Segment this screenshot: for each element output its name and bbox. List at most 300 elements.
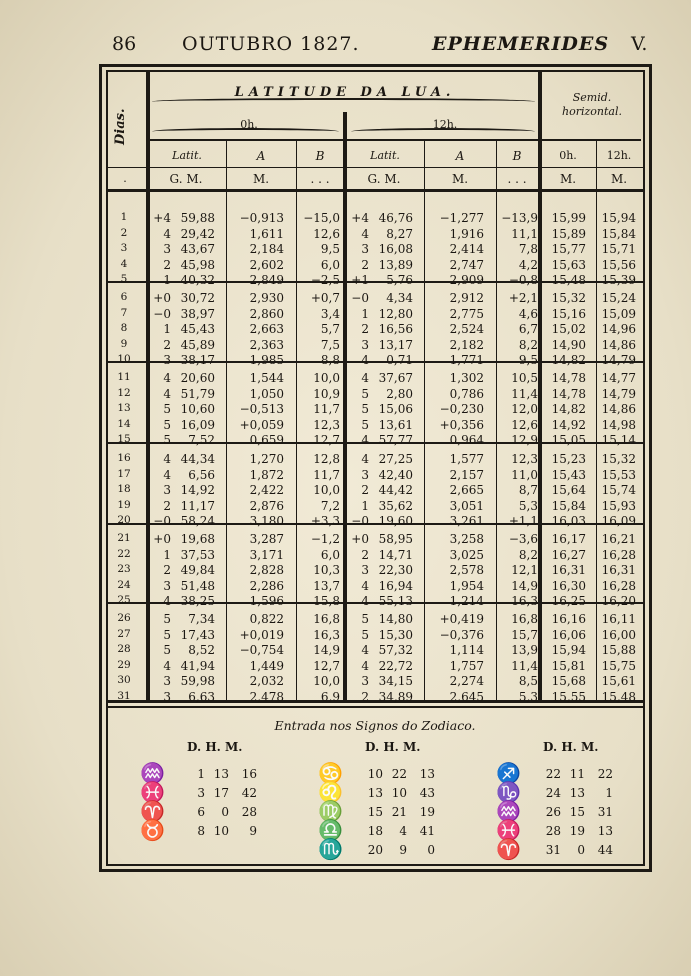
cell-semid0: 16,27 [551,547,586,562]
cell-a12: +0,356 [439,417,484,432]
cell-semid12: 14,98 [601,417,636,432]
cell-b0: 15,8 [313,594,340,609]
cell-semid12: 14,77 [601,371,636,385]
cell-a12: 2,157 [449,467,484,482]
cell-b0: 6,0 [320,257,340,272]
cell-b0: 11,7 [313,402,340,417]
cell-a0: 2,286 [249,578,284,593]
cell-day: 29 [117,658,131,671]
unit-b-12: . . . [507,172,527,186]
cell-semid0: 16,17 [551,532,586,546]
cell-a12: 1,954 [449,578,484,593]
cell-a0: 1,611 [249,226,284,241]
zodiac-minute: 22 [597,767,613,781]
zodiac-day: 3 [197,786,205,800]
cell-lat12-min: 12,80 [378,306,413,321]
cell-lat0-deg: 4 [163,594,171,609]
cell-lat0-deg: 1 [163,322,171,337]
cell-a12: 3,261 [449,514,484,529]
cell-lat0-min: 41,94 [180,658,215,673]
cell-lat12-deg: 4 [361,643,369,658]
cell-a0: 2,876 [249,498,284,513]
zodiac-sign-icon: ♉ [140,818,165,842]
cell-lat0-min: 45,43 [180,322,215,337]
cell-lat12-min: 8,27 [386,226,413,241]
cell-a12: 2,665 [449,483,484,498]
cell-day: 27 [117,627,131,640]
cell-lat0-deg: 1 [163,547,171,562]
zodiac-hour: 22 [391,767,407,781]
cell-semid12: 15,88 [601,643,636,658]
cell-semid0: 16,16 [551,612,586,626]
cell-b0: 6,9 [320,690,340,704]
col-a-0: A [256,149,266,163]
cell-lat12-deg: 3 [361,467,369,482]
zodiac-hour: 19 [569,824,585,838]
semid-label: Semid. horizontal. [562,91,622,118]
cell-b12: 4,2 [518,257,538,272]
unit-dias: . [123,172,127,185]
hour0-label: 0h. [240,118,258,131]
cell-lat12-min: 19,60 [378,514,413,529]
zodiac-hour: 13 [569,786,585,800]
cell-b12: 8,2 [518,337,538,352]
rule-zodiac-top [108,706,643,708]
cell-lat0-min: 59,98 [180,674,215,689]
cell-a0: 1,596 [249,594,284,609]
cell-b12: 9,5 [518,353,538,368]
cell-a12: −0,230 [439,402,484,417]
cell-a12: 1,114 [449,643,484,658]
cell-b0: 10,9 [313,386,340,401]
rule-sub-top [150,139,641,141]
cell-lat12-min: 57,77 [378,433,413,448]
rule-units [108,167,643,168]
cell-lat12-min: 16,08 [378,242,413,257]
cell-lat12-deg: 4 [361,433,369,448]
cell-day: 14 [117,417,131,430]
cell-lat12-min: 34,89 [378,690,413,704]
cell-semid0: 15,84 [551,498,586,513]
cell-lat0-min: 16,09 [180,417,215,432]
cell-lat12-min: 2,80 [386,386,413,401]
cell-day: 25 [117,594,131,607]
unit-gm-12: G. M. [367,172,401,186]
cell-a12: 2,645 [449,690,484,704]
zodiac-title: Entrada nos Signos do Zodiaco. [274,718,476,733]
cell-lat0-min: 51,79 [180,386,215,401]
zodiac-hour: 0 [577,843,585,857]
cell-semid0: 15,32 [551,291,586,305]
cell-lat0-deg: 3 [163,674,171,689]
zodiac-minute: 0 [427,843,435,857]
cell-lat0-deg: +4 [153,211,171,225]
cell-lat12-min: 15,30 [378,627,413,642]
cell-a12: 1,302 [449,371,484,385]
cell-lat12-deg: +0 [351,532,369,546]
col-b-0: B [315,149,325,163]
cell-lat12-min: 27,25 [378,452,413,466]
cell-semid0: 16,06 [551,627,586,642]
cell-a12: 1,771 [449,353,484,368]
cell-b0: +3,3 [310,514,340,529]
cell-b12: 8,2 [518,547,538,562]
rule-a12 [424,140,425,700]
cell-semid12: 15,24 [601,291,636,305]
cell-semid0: 14,90 [551,337,586,352]
zodiac-sign-icon: ♈ [140,799,165,823]
cell-lat12-deg: −0 [351,514,369,529]
cell-semid12: 16,20 [601,594,636,609]
cell-lat12-deg: 5 [361,612,369,626]
cell-b0: 13,7 [313,578,340,593]
unit-b-0: . . . [310,172,330,186]
cell-lat0-min: 30,72 [180,291,215,305]
cell-lat0-min: 43,67 [180,242,215,257]
cell-a0: 1,872 [249,467,284,482]
cell-day: 12 [117,386,131,399]
col-b-12: B [512,149,522,163]
zodiac-minute: 1 [605,786,613,800]
cell-lat12-min: 15,06 [378,402,413,417]
cell-semid0: 16,31 [551,563,586,578]
zodiac-minute: 43 [419,786,435,800]
cell-b12: 11,4 [511,658,538,673]
zodiac-sign-icon: ♓ [496,818,521,842]
cell-semid12: 16,11 [601,612,636,626]
cell-lat0-deg: 5 [163,433,171,448]
cell-lat12-deg: 3 [361,674,369,689]
zodiac-minute: 28 [241,805,257,819]
cell-lat12-deg: 5 [361,386,369,401]
cell-a12: −0,376 [439,627,484,642]
cell-lat12-min: 13,61 [378,417,413,432]
cell-semid0: 15,94 [551,643,586,658]
cell-day: 9 [120,337,128,350]
cell-a12: 0,786 [449,386,484,401]
cell-b0: 16,3 [313,627,340,642]
cell-b12: 8,7 [518,483,538,498]
zodiac-sign-icon: ♒ [140,761,165,785]
unit-a-12: M. [451,172,469,186]
cell-b0: −1,2 [310,532,340,546]
col-latit-12: Latit. [370,149,400,162]
cell-lat0-deg: −0 [153,306,171,321]
zodiac-minute: 41 [419,824,435,838]
cell-lat12-min: 4,34 [386,291,413,305]
cell-a0: 3,171 [249,547,284,562]
cell-b12: 11,1 [511,226,538,241]
cell-lat12-min: 0,71 [386,353,413,368]
cell-b0: 6,0 [320,547,340,562]
cell-a12: 1,577 [449,452,484,466]
cell-semid12: 15,84 [601,226,636,241]
cell-semid0: 15,05 [551,433,586,448]
cell-semid0: 15,23 [551,452,586,466]
cell-lat0-min: 44,34 [180,452,215,466]
cell-semid12: 14,79 [601,353,636,368]
cell-lat0-min: 38,17 [180,353,215,368]
cell-semid12: 15,93 [601,498,636,513]
cell-b12: 12,6 [511,417,538,432]
zodiac-hour: 10 [391,786,407,800]
cell-b0: −2,5 [310,273,340,288]
cell-lat12-min: 46,76 [378,211,413,225]
cell-lat12-deg: 3 [361,563,369,578]
cell-b12: 12,3 [511,452,538,466]
cell-semid12: 15,74 [601,483,636,498]
cell-lat12-deg: +4 [351,211,369,225]
cell-b12: 10,5 [511,371,538,385]
semid-12-label: 12h. [606,149,632,162]
cell-lat0-deg: 2 [163,563,171,578]
cell-day: 30 [117,674,131,687]
cell-lat12-min: 14,80 [378,612,413,626]
cell-lat0-deg: 4 [163,658,171,673]
cell-a0: 1,449 [249,658,284,673]
cell-lat12-deg: 3 [361,242,369,257]
cell-semid0: 15,99 [551,211,586,225]
page-title: EPHEMERIDES [432,33,610,55]
cell-lat0-deg: 2 [163,498,171,513]
rule-a0 [226,140,227,700]
cell-b0: 12,3 [313,417,340,432]
zodiac-minute: 19 [419,805,435,819]
cell-semid12: 15,56 [601,257,636,272]
cell-semid12: 16,31 [601,563,636,578]
zodiac-day: 28 [545,824,561,838]
zodiac-sign-icon: ♋ [318,761,343,785]
cell-b12: +2,1 [508,291,538,305]
unit-a-0: M. [252,172,270,186]
cell-a0: 2,478 [249,690,284,704]
cell-a12: 1,214 [449,594,484,609]
cell-semid12: 15,14 [601,433,636,448]
cell-b12: 12,0 [511,402,538,417]
cell-a12: +0,419 [439,612,484,626]
cell-day: 1 [120,211,128,223]
cell-b12: 4,6 [518,306,538,321]
cell-semid0: 15,55 [551,690,586,704]
cell-semid0: 14,82 [551,402,586,417]
hour12-label: 12h. [432,118,458,131]
cell-lat12-deg: 2 [361,483,369,498]
cell-day: 2 [120,226,128,239]
cell-b0: 10,3 [313,563,340,578]
cell-b0: 12,7 [313,433,340,448]
unit-semid-0: M. [559,172,577,186]
cell-day: 22 [117,547,131,560]
cell-semid12: 15,53 [601,467,636,482]
cell-lat0-min: 38,97 [180,306,215,321]
zodiac-day: 24 [545,786,561,800]
cell-a0: 2,032 [249,674,284,689]
zodiac-sign-icon: ♎ [318,818,343,842]
zodiac-day: 20 [367,843,383,857]
unit-gm-0: G. M. [169,172,203,186]
cell-a12: 1,916 [449,226,484,241]
cell-lat0-deg: 5 [163,643,171,658]
cell-b0: 7,2 [320,498,340,513]
cell-day: 13 [117,402,131,415]
cell-lat12-deg: 2 [361,547,369,562]
cell-a0: 2,849 [249,273,284,288]
cell-a0: 2,363 [249,337,284,352]
zodiac-hour: 0 [221,805,229,819]
cell-lat12-min: 22,30 [378,563,413,578]
cell-lat0-deg: −0 [153,514,171,529]
cell-a0: 1,270 [249,452,284,466]
cell-semid12: 15,61 [601,674,636,689]
cell-lat12-min: 58,95 [378,532,413,546]
zodiac-sign-icon: ♐ [496,761,521,785]
cell-semid0: 16,30 [551,578,586,593]
cell-lat0-deg: 2 [163,257,171,272]
cell-lat12-min: 37,67 [378,371,413,385]
zodiac-sign-icon: ♒ [496,799,521,823]
cell-a12: 2,274 [449,674,484,689]
cell-b0: 12,8 [313,452,340,466]
cell-b0: +0,7 [310,291,340,305]
cell-a12: 2,912 [449,291,484,305]
cell-lat12-min: 14,71 [378,547,413,562]
cell-semid12: 15,94 [601,211,636,225]
cell-a0: 0,659 [249,433,284,448]
cell-lat0-min: 37,53 [180,547,215,562]
cell-b12: 11,4 [511,386,538,401]
cell-lat0-deg: 3 [163,353,171,368]
col-latit-0: Latit. [172,149,202,162]
zodiac-header: D. H. M. [187,740,243,754]
cell-b12: 6,7 [518,322,538,337]
cell-lat12-min: 44,42 [378,483,413,498]
cell-lat12-deg: +1 [351,273,369,288]
cell-day: 24 [117,578,131,591]
cell-b12: 12,1 [511,563,538,578]
cell-a0: 2,930 [249,291,284,305]
cell-lat12-deg: 5 [361,417,369,432]
zodiac-day: 8 [197,824,205,838]
rule-semid-mid [596,140,597,700]
cell-day: 21 [117,532,131,544]
cell-semid12: 15,39 [601,273,636,288]
cell-day: 4 [120,257,128,270]
cell-a0: −0,754 [239,643,284,658]
cell-a0: +0,019 [239,627,284,642]
cell-a12: 3,025 [449,547,484,562]
cell-a0: +0,059 [239,417,284,432]
cell-lat0-min: 38,25 [180,594,215,609]
cell-lat0-deg: 4 [163,226,171,241]
cell-a0: 2,602 [249,257,284,272]
cell-a0: 1,050 [249,386,284,401]
cell-semid12: 15,48 [601,690,636,704]
cell-lat12-deg: 4 [361,353,369,368]
latitude-title: LATITUDE DA LUA. [234,85,456,100]
cell-lat12-deg: 4 [361,578,369,593]
cell-semid0: 15,89 [551,226,586,241]
cell-lat0-deg: 5 [163,612,171,626]
cell-semid0: 14,78 [551,371,586,385]
cell-semid0: 14,78 [551,386,586,401]
cell-lat0-deg: 3 [163,690,171,704]
cell-semid0: 15,16 [551,306,586,321]
cell-b0: 14,9 [313,643,340,658]
cell-lat0-deg: 4 [163,386,171,401]
cell-a0: −0,513 [239,402,284,417]
cell-a0: 3,287 [249,532,284,546]
cell-lat0-min: 10,60 [180,402,215,417]
cell-day: 19 [117,498,131,511]
zodiac-hour: 4 [399,824,407,838]
cell-semid0: 15,43 [551,467,586,482]
cell-b0: 5,7 [320,322,340,337]
zodiac-minute: 9 [249,824,257,838]
cell-semid12: 16,00 [601,627,636,642]
cell-lat0-min: 45,98 [180,257,215,272]
cell-b12: 8,5 [518,674,538,689]
cell-semid0: 16,03 [551,514,586,529]
cell-semid0: 15,02 [551,322,586,337]
zodiac-minute: 13 [597,824,613,838]
cell-b12: 13,9 [511,643,538,658]
zodiac-day: 6 [197,805,205,819]
cell-lat0-deg: 5 [163,402,171,417]
zodiac-sign-icon: ♑ [496,780,521,804]
cell-a0: 2,184 [249,242,284,257]
cell-b12: −3,6 [508,532,538,546]
zodiac-hour: 13 [213,767,229,781]
cell-b12: 16,8 [511,612,538,626]
cell-lat0-min: 58,24 [180,514,215,529]
cell-day: 10 [117,353,131,366]
cell-lat0-min: 17,43 [180,627,215,642]
cell-lat0-deg: 4 [163,371,171,385]
col-a-12: A [455,149,465,163]
cell-a12: −1,277 [439,211,484,225]
page-number: 86 [112,33,137,55]
cell-a12: 0,964 [449,433,484,448]
cell-a12: 2,524 [449,322,484,337]
cell-b12: 16,3 [511,594,538,609]
cell-lat12-deg: 3 [361,337,369,352]
cell-semid0: 14,82 [551,353,586,368]
cell-a0: 2,828 [249,563,284,578]
cell-day: 18 [117,483,131,496]
rule-b0 [296,140,297,700]
cell-a0: 2,860 [249,306,284,321]
cell-lat12-min: 42,40 [378,467,413,482]
cell-lat0-deg: 5 [163,627,171,642]
cell-a12: 3,051 [449,498,484,513]
cell-day: 6 [120,291,128,303]
zodiac-day: 31 [545,843,561,857]
cell-lat0-min: 8,52 [188,643,215,658]
cell-semid0: 15,64 [551,483,586,498]
cell-lat0-deg: +0 [153,291,171,305]
semid-0-label: 0h. [559,149,577,162]
zodiac-header: D. H. M. [543,740,599,754]
cell-b12: 5,3 [518,690,538,704]
cell-day: 17 [117,467,131,480]
cell-b0: 7,5 [320,337,340,352]
cell-lat0-min: 6,56 [188,467,215,482]
cell-a12: 2,414 [449,242,484,257]
cell-b0: 16,8 [313,612,340,626]
cell-a0: 2,422 [249,483,284,498]
cell-b12: 11,0 [511,467,538,482]
zodiac-minute: 42 [241,786,257,800]
